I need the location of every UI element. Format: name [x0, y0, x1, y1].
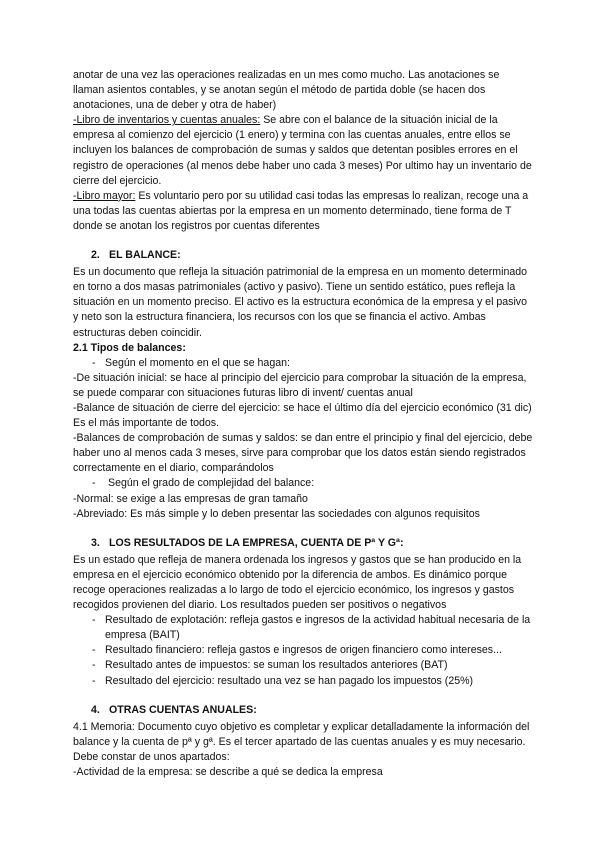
balance-item: -Balance de situación de cierre del ejercicio: se hace el último día del ejercicio económico (31 dic) Es el más importante de todos. — [73, 401, 532, 430]
section-2-title: EL BALANCE: — [109, 249, 181, 262]
section-4-number: 4. — [91, 703, 100, 716]
list-item: - Según el momento en el que se hagan: — [73, 356, 533, 371]
section-3-paragraph: Es un estado que refleja de manera ordenada los ingresos y gastos que se han producido en la empresa en el ejercicio económico obtenido por la diferencia de ambos. Es dinámico porque recoge operaciones realizadas a lo largo de todo el ejercicio económico, los ingresos y gastos recogidos provienen del diario. Los resultados pueden ser positivos o negativos — [73, 553, 522, 612]
section-4-title: OTRAS CUENTAS ANUALES: — [109, 703, 257, 716]
libro-mayor-paragraph — [73, 189, 533, 234]
libro-mayor-text: Es voluntario pero por su utilidad casi todas las empresas lo realizan, recoge una a una todas las cuentas abiertas por la empresa en un momento determinado, tiene forma de T donde se anotan los registros por cuentas diferentes — [73, 189, 529, 232]
libro-inventarios-paragraph — [73, 113, 533, 188]
section-4-paragraph: 4.1 Memoria: Documento cuyo objetivo es completar y explicar detalladamente la información del balance y la cuenta de pª y gª. Es el tercer apartado de las cuentas anuales y es muy necesario. Debe constar de unos apartados: — [73, 720, 530, 763]
section-3-heading — [73, 536, 533, 551]
document-page — [73, 68, 533, 780]
list-item: - Resultado de explotación: refleja gastos e ingresos de la actividad habitual necesaria de la empresa (BAIT) — [73, 613, 533, 643]
libro-inventarios-text: Se abre con el balance de la situación inicial de la empresa al comienzo del ejercicio (1 enero) y termina con las cuentas anuales, entre ellos se incluyen los balances de comprobación de sumas y saldos que detentan posibles errores en el registro de operaciones (al menos debe haber uno cada 3 meses) Por ultimo hay un inventario de cierre del ejercicio. — [73, 114, 532, 187]
section-2-heading — [73, 248, 533, 263]
balance-moment-list — [73, 356, 533, 371]
balance-complexity-list — [73, 476, 533, 491]
section-2-number: 2. — [91, 249, 100, 262]
libro-inventarios-label: -Libro de inventarios y cuentas anuales: — [73, 114, 261, 127]
balance-item: -Abreviado: Es más simple y lo deben presentar las sociedades con algunos requisitos — [73, 507, 480, 520]
resultados-list — [73, 613, 533, 688]
list-item: - Resultado antes de impuestos: se suman los resultados anteriores (BAT) — [73, 658, 533, 673]
list-item: - Resultado financiero: refleja gastos e ingresos de origen financiero como intereses... — [73, 643, 533, 658]
balance-item: -Balances de comprobación de sumas y saldos: se dan entre el principio y final del ejercicio, debe haber uno al menos cada 3 meses, sirve para comprobar que los datos están siendo registrados correctamente en el diario, comparándolos — [73, 432, 533, 475]
libro-mayor-label: -Libro mayor: — [73, 189, 136, 202]
intro-paragraph: anotar de una vez las operaciones realizadas en un mes como mucho. Las anotaciones se llaman asientos contables, y se anotan según el método de partida doble (se hacen dos anotaciones, una de deber y otra de haber) — [73, 69, 500, 112]
list-item: - Resultado del ejercicio: resultado una vez se han pagado los impuestos (25%) — [73, 674, 533, 689]
section-4-heading — [73, 703, 533, 718]
section-3-number: 3. — [91, 536, 100, 549]
section-2-1-heading: 2.1 Tipos de balances: — [73, 341, 186, 354]
section-3-title: LOS RESULTADOS DE LA EMPRESA, CUENTA DE Pª Y Gª: — [109, 536, 404, 549]
section-2-paragraph: Es un documento que refleja la situación patrimonial de la empresa en un momento determinado en torno a dos masas patrimoniales (activo y pasivo). Tiene un sentido estático, pues refleja la situación en un momento preciso. El activo es la estructura económica de la empresa y el pasivo y neto son la estructura financiera, los recursos con los que se financia el activo. Ambas estructuras deben coincidir. — [73, 266, 528, 339]
memoria-item: -Actividad de la empresa: se describe a qué se dedica la empresa — [73, 766, 383, 779]
list-item: - Según el grado de complejidad del balance: — [73, 476, 533, 491]
balance-item: -De situación inicial: se hace al principio del ejercicio para comprobar la situación de la empresa, se puede comparar con situaciones futuras libro di invent/ cuentas anual — [73, 371, 527, 399]
balance-item: -Normal: se exige a las empresas de gran tamaño — [73, 492, 308, 505]
